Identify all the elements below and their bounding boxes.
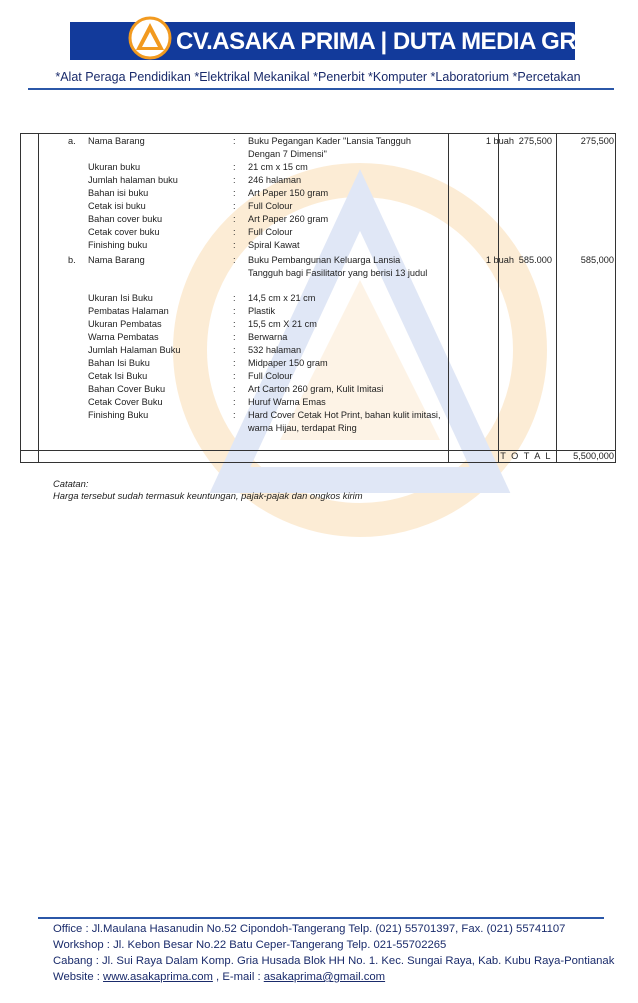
spec-value: 14,5 cm x 21 cm: [248, 293, 316, 303]
spec-value: Dengan 7 Dimensi": [248, 149, 327, 159]
spec-value: Hard Cover Cetak Hot Print, bahan kulit imitasi,: [248, 410, 441, 420]
table-row: [20, 293, 616, 306]
spec-label: Nama Barang: [88, 136, 145, 146]
item-unit-price: 585.000: [518, 255, 552, 265]
table-row: [20, 345, 616, 358]
table-row: [20, 240, 616, 253]
spec-label: Jumlah halaman buku: [88, 175, 178, 185]
table-row: [20, 332, 616, 345]
table-row: [20, 255, 616, 268]
table-row: [20, 136, 616, 149]
spec-colon: :: [233, 201, 236, 211]
spec-colon: :: [233, 345, 236, 355]
spec-value: Huruf Warna Emas: [248, 397, 326, 407]
spec-colon: :: [233, 227, 236, 237]
spec-label: Cetak Cover Buku: [88, 397, 163, 407]
spec-colon: :: [233, 306, 236, 316]
company-name: CV.ASAKA PRIMA | DUTA MEDIA GROUP: [176, 28, 627, 55]
spec-value: Midpaper 150 gram: [248, 358, 328, 368]
spec-colon: :: [233, 188, 236, 198]
email-link[interactable]: asakaprima@gmail.com: [263, 971, 386, 983]
table-row: [20, 397, 616, 410]
spec-value: Full Colour: [248, 201, 293, 211]
notes: [53, 478, 363, 502]
website-label: Website :: [53, 971, 104, 983]
table-row: [20, 410, 616, 423]
spec-label: Ukuran Pembatas: [88, 319, 162, 329]
item-letter: b.: [68, 255, 76, 265]
spec-value: Art Carton 260 gram, Kulit Imitasi: [248, 384, 384, 394]
spec-colon: :: [233, 214, 236, 224]
table-row: [20, 268, 616, 281]
spec-colon: :: [233, 162, 236, 172]
spec-value: warna Hijau, terdapat Ring: [248, 423, 357, 433]
spec-label: Ukuran Isi Buku: [88, 293, 153, 303]
table-row: [20, 319, 616, 332]
spec-colon: :: [233, 384, 236, 394]
table-row: [20, 201, 616, 214]
spec-value: Art Paper 150 gram: [248, 188, 329, 198]
table-row: [20, 188, 616, 201]
spec-value: Full Colour: [248, 371, 293, 381]
item-letter: a.: [68, 136, 76, 146]
spec-colon: :: [233, 240, 236, 250]
table-row: [20, 149, 616, 162]
table-row: [20, 384, 616, 397]
footer-workshop: Workshop : Jl. Kebon Besar No.22 Batu Ceper-Tangerang Telp. 021-55702265: [53, 939, 447, 951]
item-quantity: 1 buah: [485, 255, 514, 265]
spec-label: Bahan isi buku: [88, 188, 149, 198]
spec-label: Cetak isi buku: [88, 201, 146, 211]
notes-title: Catatan:: [53, 478, 89, 489]
total-row: [20, 451, 616, 464]
spec-label: Cetak cover buku: [88, 227, 160, 237]
spec-label: Warna Pembatas: [88, 332, 159, 342]
notes-text: Harga tersebut sudah termasuk keuntungan, pajak-pajak dan ongkos kirim: [53, 490, 363, 501]
spec-label: Jumlah Halaman Buku: [88, 345, 181, 355]
spec-value: 21 cm x 15 cm: [248, 162, 308, 172]
spec-value: Buku Pembangunan Keluarga Lansia: [248, 255, 401, 265]
table-row: [20, 306, 616, 319]
company-logo-icon: [128, 16, 172, 68]
spec-value: Buku Pegangan Kader "Lansia Tangguh: [248, 136, 411, 146]
spec-label: Pembatas Halaman: [88, 306, 169, 316]
table-row: [20, 358, 616, 371]
spec-label: Finishing buku: [88, 240, 148, 250]
spec-colon: :: [233, 293, 236, 303]
footer-divider: [38, 917, 604, 919]
table-border-top: [20, 133, 616, 134]
spec-colon: :: [233, 332, 236, 342]
item-total-price: 585,000: [580, 255, 614, 265]
total-label: T O T A L: [500, 451, 552, 461]
spec-colon: :: [233, 410, 236, 420]
spec-label: Bahan cover buku: [88, 214, 163, 224]
spec-value: Plastik: [248, 306, 276, 316]
spec-colon: :: [233, 371, 236, 381]
spec-value: Full Colour: [248, 227, 293, 237]
spec-value: Spiral Kawat: [248, 240, 300, 250]
table-row: [20, 214, 616, 227]
spec-value: Tangguh bagi Fasilitator yang berisi 13 judul: [248, 268, 428, 278]
spec-colon: :: [233, 255, 236, 265]
website-link[interactable]: www.asakaprima.com: [103, 971, 213, 983]
item-quantity: 1 buah: [485, 136, 514, 146]
spec-value: 246 halaman: [248, 175, 302, 185]
spec-colon: :: [233, 136, 236, 146]
header-divider: [28, 88, 614, 90]
spec-value: Berwarna: [248, 332, 288, 342]
spec-colon: :: [233, 358, 236, 368]
table-row: [20, 162, 616, 175]
total-value: 5,500,000: [573, 451, 614, 461]
spec-colon: :: [233, 397, 236, 407]
spec-value: 15,5 cm X 21 cm: [248, 319, 317, 329]
spec-label: Cetak Isi Buku: [88, 371, 148, 381]
spec-value: Art Paper 260 gram: [248, 214, 329, 224]
footer-cabang: Cabang : Jl. Sui Raya Dalam Komp. Gria Husada Blok HH No. 1. Kec. Sungai Raya, Kab. Kubu Raya-Pontianak: [53, 955, 615, 967]
spec-label: Finishing Buku: [88, 410, 149, 420]
spec-colon: :: [233, 175, 236, 185]
spec-value: 532 halaman: [248, 345, 302, 355]
spec-label: Ukuran buku: [88, 162, 141, 172]
spec-colon: :: [233, 319, 236, 329]
item-unit-price: 275,500: [518, 136, 552, 146]
item-total-price: 275,500: [580, 136, 614, 146]
company-tagline: *Alat Peraga Pendidikan *Elektrikal Mekanikal *Penerbit *Komputer *Laboratorium *Percetakan: [55, 70, 581, 84]
table-row: [20, 423, 616, 436]
footer-office: Office : Jl.Maulana Hasanudin No.52 Cipondoh-Tangerang Telp. (021) 55701397, Fax. (021) 55741107: [53, 923, 566, 935]
spec-label: Bahan Cover Buku: [88, 384, 166, 394]
footer-web-line: [53, 969, 614, 985]
table-row: [20, 371, 616, 384]
spec-label: Bahan Isi Buku: [88, 358, 150, 368]
product-table: [20, 133, 616, 463]
table-row: [20, 175, 616, 188]
email-label: , E-mail :: [212, 971, 264, 983]
table-row: [20, 227, 616, 240]
footer-contact: [53, 921, 614, 985]
spec-label: Nama Barang: [88, 255, 145, 265]
